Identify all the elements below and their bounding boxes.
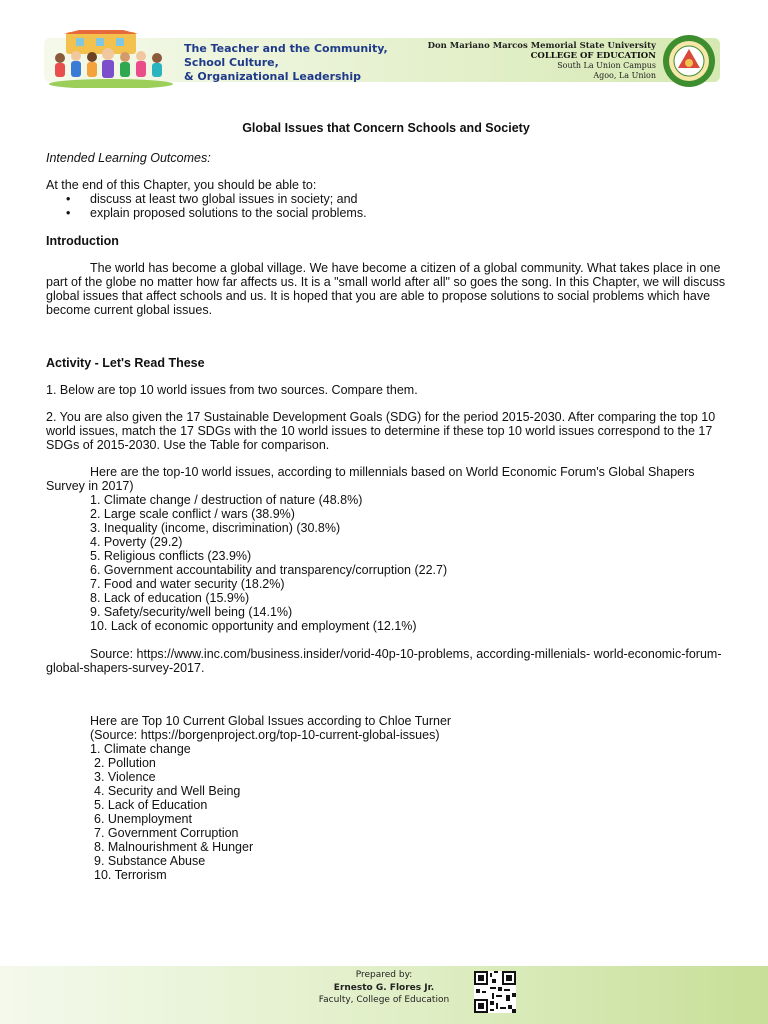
- intro-paragraph: The world has become a global village. We have become a citizen of a global community. What takes place in one part of the globe no matter how far affects us. It is a "small world after all" so goes the song. In this Chapter, we will discuss global issues that affect schools and us. It is hoped that you are able to propose solutions to social problems which have become current global issues.: [46, 261, 726, 317]
- university-block: [386, 41, 656, 81]
- list-item: 9. Substance Abuse: [94, 854, 206, 868]
- list-item: 2. Pollution: [94, 756, 156, 770]
- page-footer: [0, 966, 768, 1024]
- list-item: 7. Food and water security (18.2%): [90, 577, 285, 591]
- prepared-label: Prepared by:: [355, 970, 413, 980]
- document-body: [46, 121, 726, 882]
- ilo-intro: At the end of this Chapter, you should be able to:: [46, 178, 317, 192]
- list-item: 2. Large scale conflict / wars (38.9%): [90, 507, 295, 521]
- list-item: • explain proposed solutions to the social problems.: [46, 206, 726, 220]
- list-item: 10. Lack of economic opportunity and employment (12.1%): [90, 619, 417, 633]
- author-name: Ernesto G. Flores Jr.: [333, 982, 435, 993]
- university-seal-icon: [662, 34, 716, 88]
- page-title: Global Issues that Concern Schools and Society: [242, 121, 530, 135]
- page-header: [44, 30, 720, 90]
- children-illustration: [46, 30, 176, 88]
- ilo-label: Intended Learning Outcomes:: [46, 151, 211, 165]
- campus-location: Agoo, La Union: [593, 71, 656, 80]
- list1-intro: Here are the top-10 world issues, according to millennials based on World Economic Forum's Global Shapers Survey in 2017): [46, 465, 695, 493]
- prepared-by-block: [0, 969, 768, 1007]
- intro-heading: Introduction: [46, 234, 119, 248]
- list-item: 7. Government Corruption: [94, 826, 239, 840]
- list-item: 10. Terrorism: [94, 868, 167, 882]
- list-item: 9. Safety/security/well being (14.1%): [90, 605, 293, 619]
- list2-source: (Source: https://borgenproject.org/top-10-current-global-issues): [90, 728, 440, 742]
- turner-issue-list: [46, 714, 726, 882]
- header-title-line: The Teacher and the Community,: [184, 42, 388, 55]
- university-name: Don Mariano Marcos Memorial State University: [427, 41, 656, 51]
- list-item: 5. Religious conflicts (23.9%): [90, 549, 252, 563]
- campus-name: South La Union Campus: [557, 61, 656, 70]
- list-item: 4. Poverty (29.2): [90, 535, 183, 549]
- list-item: 4. Security and Well Being: [94, 784, 241, 798]
- list-item: 6. Government accountability and transparency/corruption (22.7): [90, 563, 448, 577]
- activity-paragraph: 2. You are also given the 17 Sustainable Development Goals (SDG) for the period 2015-2030. After comparing the top 10 world issues, match the 17 SDGs with the 10 world issues to determine if these top 10 world issues correspond to the 17 SDGs of 2015-2030. Use the Table for comparison.: [46, 410, 716, 452]
- qr-code-icon: [474, 971, 516, 1013]
- list-item: 3. Inequality (income, discrimination) (30.8%): [90, 521, 341, 535]
- author-role: Faculty, College of Education: [318, 995, 450, 1005]
- list-item: 3. Violence: [94, 770, 156, 784]
- list2-intro: Here are Top 10 Current Global Issues according to Chloe Turner: [90, 714, 452, 728]
- list-item: 1. Climate change: [90, 742, 191, 756]
- activity-heading: Activity - Let's Read These: [46, 356, 205, 370]
- list-item: 8. Lack of education (15.9%): [90, 591, 250, 605]
- list-item: 8. Malnourishment & Hunger: [94, 840, 254, 854]
- ilo-list: [46, 192, 726, 220]
- list-item: 6. Unemployment: [94, 812, 192, 826]
- activity-paragraph: 1. Below are top 10 world issues from two sources. Compare them.: [46, 383, 418, 397]
- list-item: • discuss at least two global issues in society; and: [46, 192, 726, 206]
- header-title-line: School Culture,: [184, 56, 279, 69]
- header-title-line: & Organizational Leadership: [184, 70, 362, 83]
- millennials-issue-list: [46, 493, 726, 633]
- source-citation: Source: https://www.inc.com/business.insider/vorid-40p-10-problems, according-millenials- world-economic-forum-global-shapers-survey-2017.: [46, 647, 722, 675]
- college-name: COLLEGE OF EDUCATION: [530, 51, 656, 61]
- list-item: 1. Climate change / destruction of nature (48.8%): [90, 493, 363, 507]
- list-item: 5. Lack of Education: [94, 798, 208, 812]
